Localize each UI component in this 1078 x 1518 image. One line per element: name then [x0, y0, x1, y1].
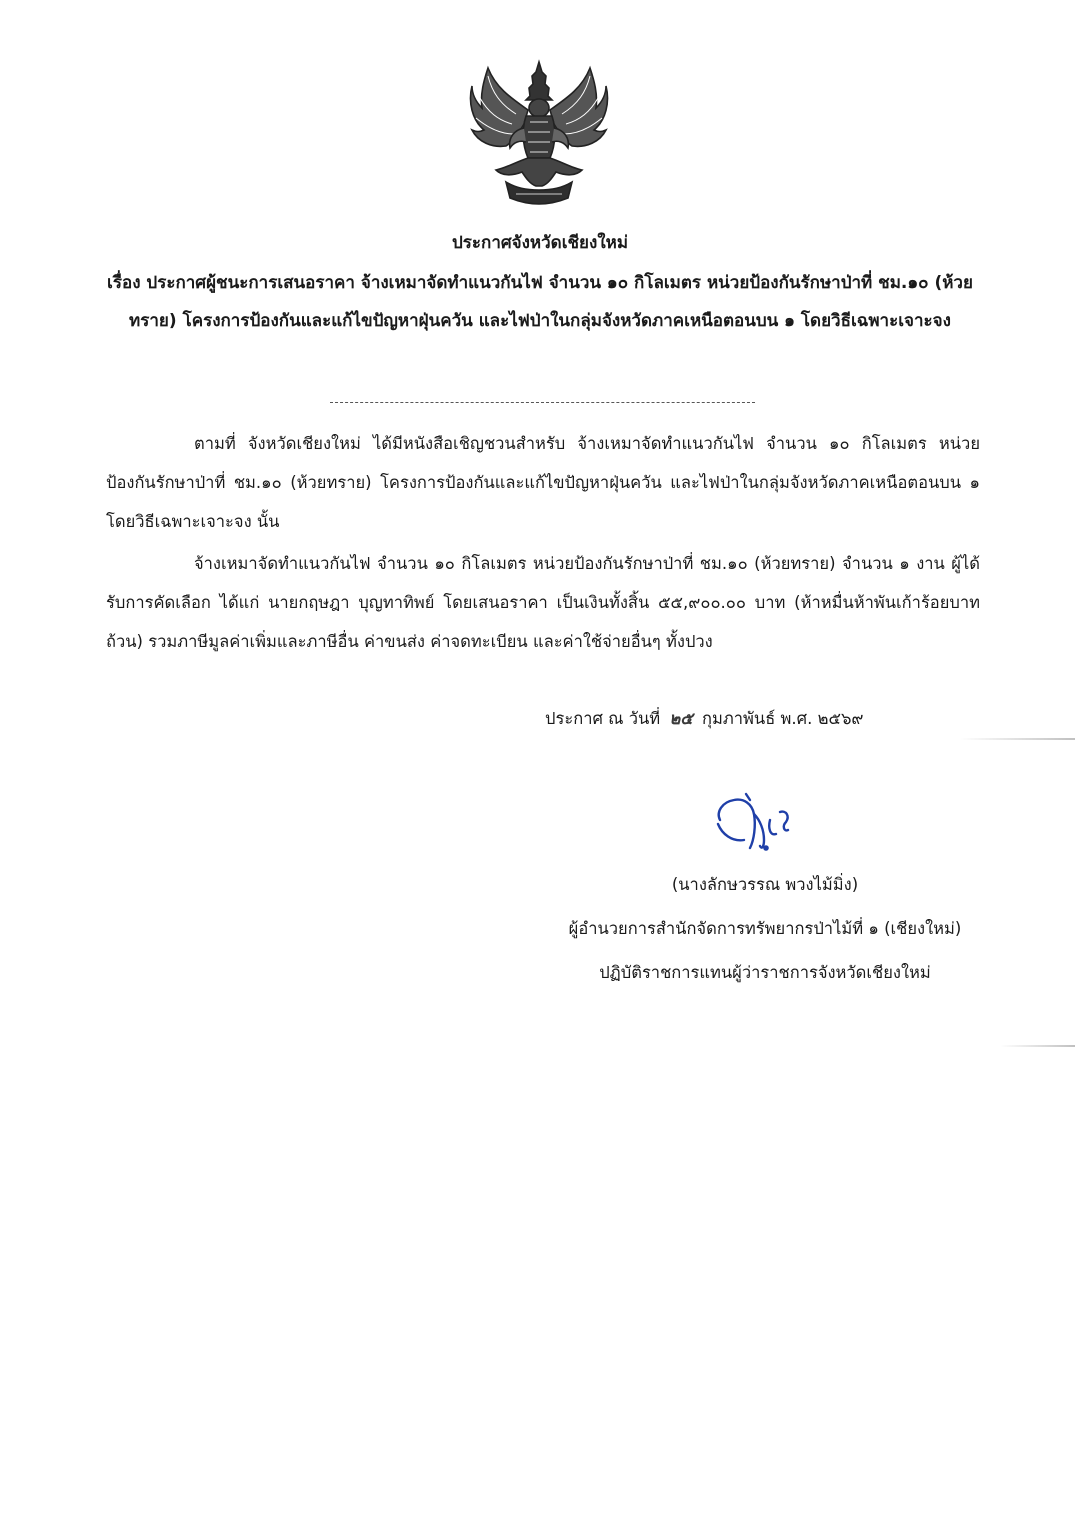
signer-name: (นางลักษวรรณ พวงไม้มิ่ง) [671, 875, 859, 894]
signer-position: ผู้อำนวยการสำนักจัดการทรัพยากรป่าไม้ที่ ๑ (เชียงใหม่) [568, 919, 962, 938]
separator-line [330, 402, 755, 403]
garuda-emblem-icon [466, 58, 612, 208]
date-month-year: กุมภาพันธ์ พ.ศ. ๒๕๖๙ [702, 709, 864, 728]
date-prefix: ประกาศ ณ วันที่ [545, 709, 661, 728]
announcement-title: ประกาศจังหวัดเชียงใหม่ [451, 233, 629, 253]
handwritten-signature [710, 790, 810, 860]
announcement-subject: เรื่อง ประกาศผู้ชนะการเสนอราคา จ้างเหมาจัดทำแนวกันไฟ จำนวน ๑๐ กิโลเมตร หน่วยป้องกันรักษาป่าที่ ชม.๑๐ (ห้วยทราย) โครงการป้องกันและแก้ไขปัญหาฝุ่นควัน และไฟป่าในกลุ่มจังหวัดภาคเหนือตอนบน ๑ โดยวิธีเฉพาะเจาะจง [107, 273, 973, 331]
body-paragraph-1: ตามที่ จังหวัดเชียงใหม่ ได้มีหนังสือเชิญชวนสำหรับ จ้างเหมาจัดทำแนวกันไฟ จำนวน ๑๐ กิโลเมตร หน่วยป้องกันรักษาป่าที่ ชม.๑๐ (ห้วยทราย) โครงการป้องกันและแก้ไขปัญหาฝุ่นควัน และไฟป่าในกลุ่มจังหวัดภาคเหนือตอนบน ๑ โดยวิธีเฉพาะเจาะจง นั้น [106, 434, 980, 531]
announcement-date [545, 702, 864, 736]
signer-acting-position: ปฏิบัติราชการแทนผู้ว่าราชการจังหวัดเชียงใหม่ [599, 963, 931, 982]
scan-artifact [960, 738, 1075, 740]
date-day: ๒๕ [669, 709, 693, 728]
body-paragraph-2: จ้างเหมาจัดทำแนวกันไฟ จำนวน ๑๐ กิโลเมตร หน่วยป้องกันรักษาป่าที่ ชม.๑๐ (ห้วยทราย) จำนวน ๑ งาน ผู้ได้รับการคัดเลือก ได้แก่ นายกฤษฎา บุญทาทิพย์ โดยเสนอราคา เป็นเงินทั้งสิ้น ๕๕,๙๐๐.๐๐ บาท (ห้าหมื่นห้าพันเก้าร้อยบาทถ้วน) รวมภาษีมูลค่าเพิ่มและภาษีอื่น ค่าขนส่ง ค่าจดทะเบียน และค่าใช้จ่ายอื่นๆ ทั้งปวง [106, 554, 980, 651]
scan-artifact [1000, 1045, 1075, 1047]
